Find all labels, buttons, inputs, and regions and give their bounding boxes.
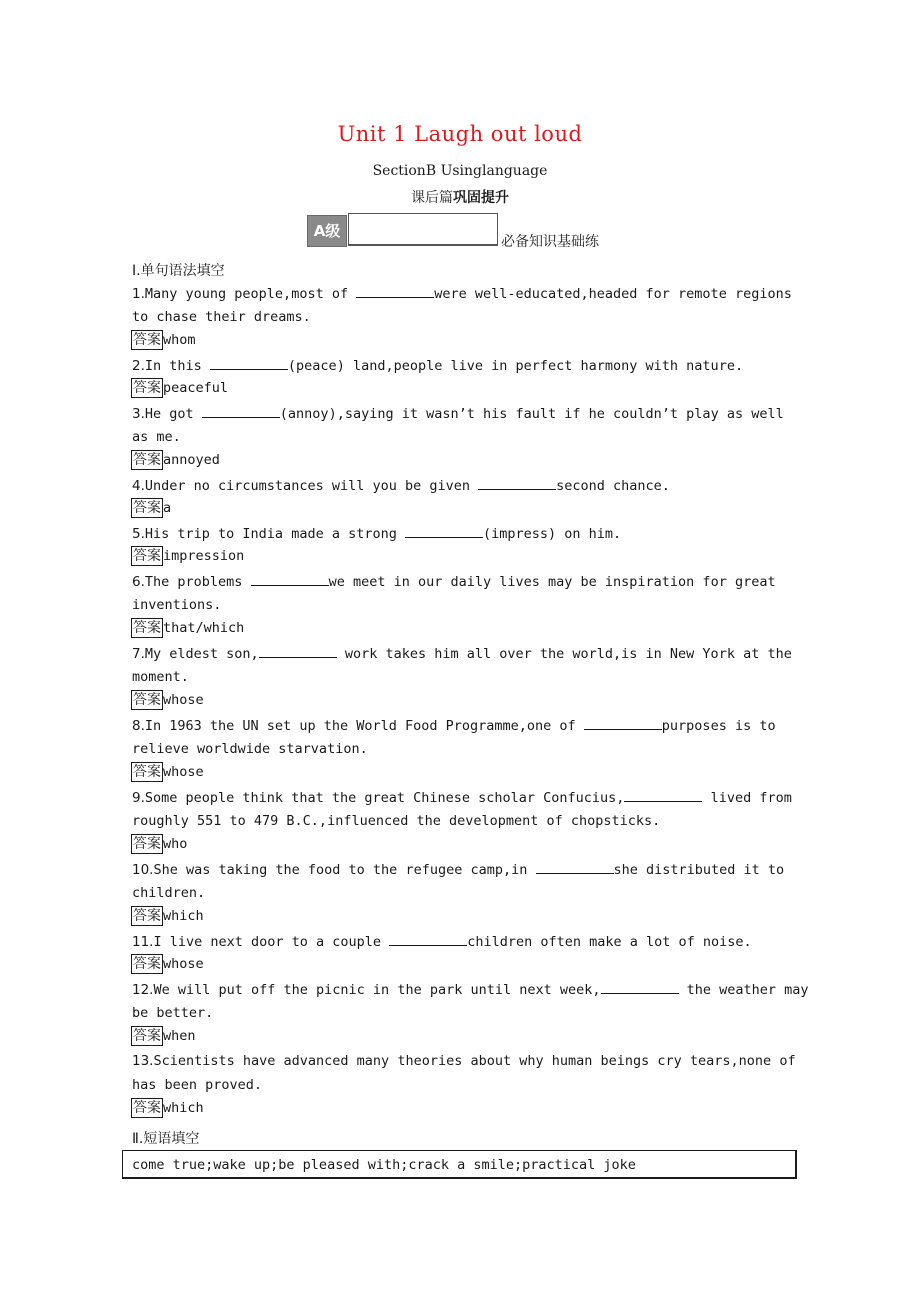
answer-text: whose (163, 692, 204, 708)
answer-row (131, 618, 244, 638)
question-text: We will put off the picnic in the park until next week, (153, 982, 601, 998)
answer-row (131, 330, 196, 350)
answer-tag: 答案 (133, 764, 161, 780)
question-text: In this (144, 358, 210, 374)
question-line (132, 284, 792, 303)
question-number: 2. (132, 358, 145, 374)
answer-text: when (163, 1028, 196, 1044)
question-text-continued: relieve worldwide starvation. (132, 741, 368, 757)
question-line (132, 1052, 796, 1070)
question-text-continued: moment. (132, 669, 189, 685)
question-text-continued: roughly 551 to 479 B.C.,influenced the development of chopsticks. (132, 813, 661, 829)
part1-heading: Ⅰ.单句语法填空 (132, 263, 225, 279)
question-text: (impress) on him. (482, 526, 622, 542)
answer-tag: 答案 (133, 548, 161, 564)
question-text: She was taking the food to the refugee camp,in (153, 862, 536, 878)
question-text: Scientists have advanced many theories about why human beings cry tears,none of (153, 1053, 796, 1069)
question-number: 12. (132, 982, 154, 998)
answer-row (131, 906, 204, 926)
answer-blank (601, 980, 679, 994)
section-title: SectionB Usinglanguage (372, 163, 548, 179)
question-text: (peace) land,people live in perfect harmony with nature. (287, 358, 744, 374)
answer-blank (405, 524, 483, 538)
question-text: second chance. (556, 478, 670, 494)
question-line (132, 404, 784, 423)
answer-text: impression (163, 548, 245, 564)
question-number: 4. (132, 478, 145, 494)
subsection-title (0, 187, 920, 207)
question-line (132, 788, 792, 807)
level-badge: A级 (307, 215, 347, 247)
question-text: lived from (702, 790, 792, 806)
question-text: The problems (144, 574, 251, 590)
question-number: 7. (132, 646, 145, 662)
subsection-prefix: 课后篇 (411, 190, 453, 206)
answer-text: whose (163, 764, 204, 780)
answer-tag: 答案 (133, 692, 161, 708)
question-number: 6. (132, 574, 145, 590)
answer-row (131, 1026, 196, 1046)
question-number: 3. (132, 406, 145, 422)
answer-tag: 答案 (133, 620, 161, 636)
answer-row (131, 1098, 204, 1118)
answer-blank (584, 716, 662, 730)
question-line (132, 524, 621, 543)
question-number: 8. (132, 718, 145, 734)
subsection-bold: 巩固提升 (453, 190, 509, 206)
answer-blank (624, 788, 702, 802)
question-text: we meet in our daily lives may be inspiration for great (328, 574, 776, 590)
question-text: purposes is to (661, 718, 776, 734)
answer-tag: 答案 (133, 836, 161, 852)
question-text: I live next door to a couple (153, 934, 390, 950)
question-text: work takes him all over the world,is in New York at the (336, 646, 792, 662)
answer-tag: 答案 (133, 500, 161, 516)
question-text: In 1963 the UN set up the World Food Programme,one of (144, 718, 584, 734)
question-line (132, 860, 784, 879)
answer-tag: 答案 (133, 332, 161, 348)
answer-text: whom (163, 332, 196, 348)
answer-tag: 答案 (133, 452, 161, 468)
answer-text: annoyed (163, 452, 220, 468)
question-number: 11. (132, 934, 154, 950)
answer-blank (356, 284, 434, 298)
unit-title: Unit 1 Laugh out loud (337, 122, 583, 146)
question-number: 13. (132, 1053, 154, 1069)
question-number: 9. (132, 790, 145, 806)
question-text: Some people think that the great Chinese scholar Confucius, (144, 790, 625, 806)
question-text: (annoy),saying it wasn’t his fault if he couldn’t play as well (279, 406, 784, 422)
question-text-continued: as me. (132, 429, 181, 445)
answer-row (131, 378, 228, 398)
answer-text: which (163, 1100, 204, 1116)
answer-blank (259, 644, 337, 658)
question-text: He got (144, 406, 202, 422)
answer-blank (251, 572, 329, 586)
question-line (132, 356, 743, 375)
question-line (132, 716, 776, 735)
question-line (132, 644, 792, 663)
answer-blank (478, 476, 556, 490)
question-text: Under no circumstances will you be given (144, 478, 479, 494)
question-number: 1. (132, 286, 145, 302)
question-text: My eldest son, (144, 646, 259, 662)
answer-text: who (163, 836, 188, 852)
answer-blank (202, 404, 280, 418)
answer-row (131, 762, 204, 782)
part2-heading: Ⅱ.短语填空 (132, 1131, 200, 1147)
answer-row (131, 834, 187, 854)
level-label: 必备知识基础练 (501, 234, 599, 250)
answer-row (131, 450, 220, 470)
question-text-continued: has been proved. (132, 1077, 263, 1093)
answer-blank (536, 860, 614, 874)
answer-row (131, 690, 204, 710)
question-text: children often make a lot of noise. (467, 934, 752, 950)
answer-tag: 答案 (133, 1028, 161, 1044)
question-text: the weather may (678, 982, 809, 998)
question-number: 5. (132, 526, 145, 542)
answer-row (131, 954, 204, 974)
question-text-continued: to chase their dreams. (132, 309, 311, 325)
question-text: were well-educated,headed for remote regions (434, 286, 792, 302)
answer-text: that/which (163, 620, 245, 636)
question-text: His trip to India made a strong (144, 526, 405, 542)
question-line (132, 932, 752, 951)
question-text: she distributed it to (613, 862, 785, 878)
question-line (132, 476, 670, 495)
answer-tag: 答案 (133, 1100, 161, 1116)
answer-row (131, 498, 171, 518)
answer-blank (210, 356, 288, 370)
answer-tag: 答案 (133, 380, 161, 396)
question-text-continued: children. (132, 885, 206, 901)
answer-tag: 答案 (133, 908, 161, 924)
answer-text: peaceful (163, 380, 229, 396)
question-text-continued: inventions. (132, 597, 222, 613)
question-text: Many young people,most of (144, 286, 357, 302)
question-line (132, 572, 776, 591)
answer-row (131, 546, 244, 566)
answer-tag: 答案 (133, 956, 161, 972)
question-line (132, 980, 809, 999)
phrase-box: come true;wake up;be pleased with;crack a smile;practical joke (122, 1150, 797, 1179)
question-text-continued: be better. (132, 1005, 214, 1021)
answer-blank (389, 932, 467, 946)
answer-text: a (163, 500, 172, 516)
answer-text: whose (163, 956, 204, 972)
answer-text: which (163, 908, 204, 924)
level-box (348, 213, 498, 246)
question-number: 10. (132, 862, 154, 878)
